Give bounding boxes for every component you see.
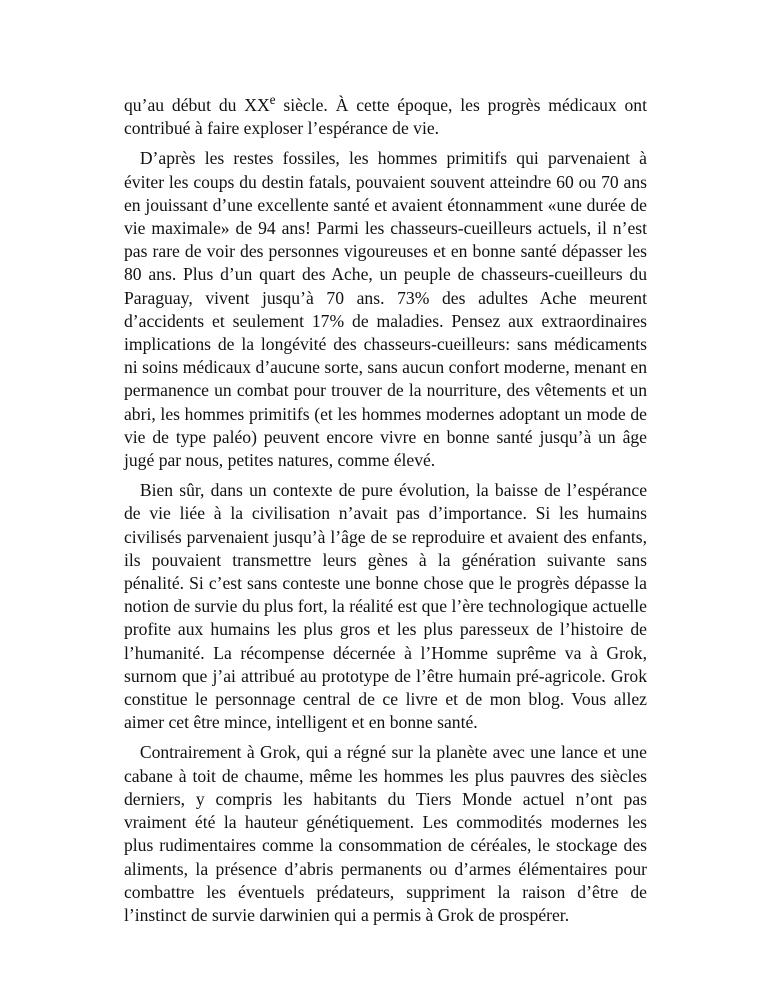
paragraph-grok: Contrairement à Grok, qui a régné sur la planète avec une lance et une cabane à toit de chaume, même les hommes les plus pauvres des siècles derniers, y compris les habitants du Tiers Monde actuel n’ont pas vraiment été la hauteur génétiquement. Les commodités modernes les plus rudimentaires comme la consommation de céréales, le stockage des aliments, la présence d’abris permanents ou d’armes élémentaires pour combattre les éventuels prédateurs, suppriment la raison d’être de l’instinct de survie darwinien qui a permis à Grok de prospérer. [124, 742, 647, 925]
paragraph-continuation-lead: qu’au début du XX [124, 95, 270, 115]
body-text [124, 91, 647, 934]
paragraph-continuation [124, 91, 647, 140]
superscript-century: e [269, 91, 276, 107]
paragraph-continuation-rest: siècle. À cette époque, les progrès médicaux ont contribué à faire exploser l’espérance de vie. [124, 95, 647, 139]
paragraph-longevity: D’après les restes fossiles, les hommes primitifs qui parvenaient à éviter les coups du destin fatals, pouvaient souvent atteindre 60 ou 70 ans en jouissant d’une excellente santé et avaient étonnamment «une durée de vie maximale» de 94 ans! Parmi les chasseurs-cueilleurs actuels, il n’est pas rare de voir des personnes vigoureuses et en bonne santé dépasser les 80 ans. Plus d’un quart des Ache, un peuple de chasseurs-cueilleurs du Paraguay, vivent jusqu’à 70 ans. 73% des adultes Ache meurent d’accidents et seulement 17% de maladies. Pensez aux extraordinaires implications de la longévité des chasseurs-cueilleurs: sans médicaments ni soins médicaux d’aucune sorte, sans aucun confort moderne, menant en permanence un combat pour trouver de la nourriture, des vêtements et un abri, les hommes primitifs (et les hommes modernes adoptant un mode de vie de type paléo) peuvent encore vivre en bonne santé jusqu’à un âge jugé par nous, petites natures, comme élevé. [124, 148, 647, 471]
paragraph-evolution: Bien sûr, dans un contexte de pure évolution, la baisse de l’espérance de vie liée à la civilisation n’avait pas d’importance. Si les humains civilisés parvenaient jusqu’à l’âge de se reproduire et avaient des enfants, ils pouvaient transmettre leurs gènes à la génération suivante sans pénalité. Si c’est sans conteste une bonne chose que le progrès dépasse la notion de survie du plus fort, la réalité est que l’ère technologique actuelle profite aux humains les plus gros et les plus paresseux de l’histoire de l’humanité. La récompense décernée à l’Homme suprême va à Grok, surnom que j’ai attribué au prototype de l’être humain pré-agricole. Grok constitue le personnage central de ce livre et de mon blog. Vous allez aimer cet être mince, intelligent et en bonne santé. [124, 480, 647, 733]
